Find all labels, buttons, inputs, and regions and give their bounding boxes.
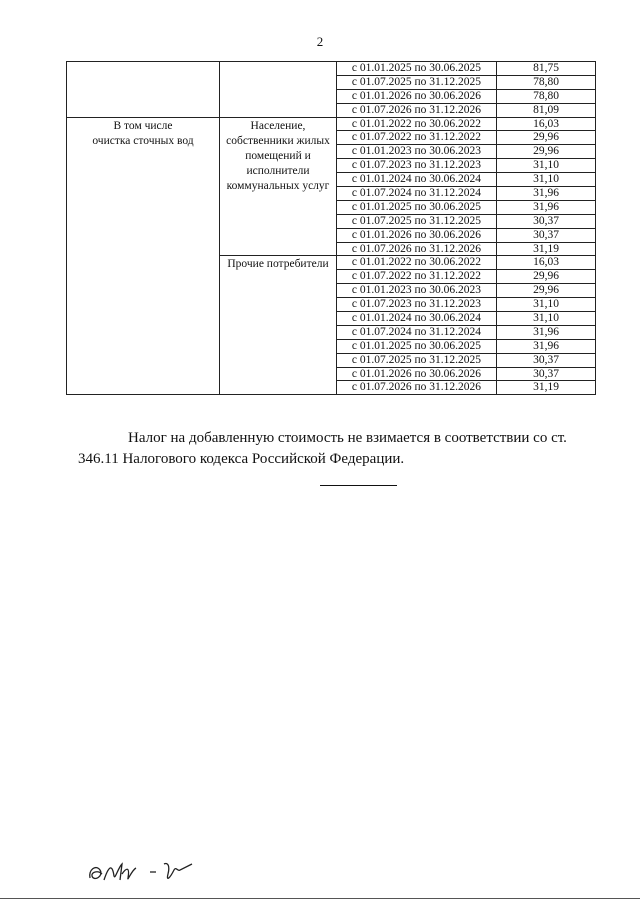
table-row [67, 62, 596, 76]
section-label-line1: В том числе [113, 119, 173, 132]
value-cell: 31,10 [497, 173, 596, 187]
period-cell: с 01.01.2025 по 30.06.2025 [337, 200, 497, 214]
value-cell: 31,96 [497, 339, 596, 353]
period-cell: с 01.01.2026 по 30.06.2026 [337, 228, 497, 242]
value-cell: 30,37 [497, 367, 596, 381]
value-cell: 31,10 [497, 159, 596, 173]
value-cell: 30,37 [497, 228, 596, 242]
section-label-line2: очистка сточных вод [92, 134, 194, 147]
period-cell: с 01.07.2024 по 31.12.2024 [337, 187, 497, 201]
separator-rule [320, 485, 397, 486]
empty-cell [220, 62, 337, 118]
value-cell: 31,19 [497, 242, 596, 256]
period-cell: с 01.07.2025 по 31.12.2025 [337, 353, 497, 367]
period-cell: с 01.07.2023 по 31.12.2023 [337, 298, 497, 312]
value-cell: 78,80 [497, 89, 596, 103]
value-cell: 29,96 [497, 284, 596, 298]
value-cell: 31,10 [497, 312, 596, 326]
table-row [67, 117, 596, 131]
value-cell: 30,37 [497, 214, 596, 228]
value-cell: 81,09 [497, 103, 596, 117]
section-label [70, 118, 216, 149]
value-cell: 29,96 [497, 145, 596, 159]
period-cell: с 01.01.2026 по 30.06.2026 [337, 367, 497, 381]
period-cell: с 01.07.2025 по 31.12.2025 [337, 75, 497, 89]
period-cell: с 01.01.2026 по 30.06.2026 [337, 89, 497, 103]
consumer-group-label [220, 256, 337, 395]
handwritten-signature [84, 850, 224, 890]
period-cell: с 01.01.2025 по 30.06.2025 [337, 62, 497, 76]
section-label-cell [67, 117, 220, 395]
period-cell: с 01.07.2026 по 31.12.2026 [337, 242, 497, 256]
period-cell: с 01.01.2023 по 30.06.2023 [337, 284, 497, 298]
value-cell: 81,75 [497, 62, 596, 76]
period-cell: с 01.07.2022 по 31.12.2022 [337, 131, 497, 145]
period-cell: с 01.01.2025 по 30.06.2025 [337, 339, 497, 353]
period-cell: с 01.07.2024 по 31.12.2024 [337, 325, 497, 339]
page-number: 2 [316, 34, 324, 49]
value-cell: 31,19 [497, 381, 596, 395]
period-cell: с 01.07.2026 по 31.12.2026 [337, 381, 497, 395]
value-cell: 31,96 [497, 187, 596, 201]
value-cell: 29,96 [497, 270, 596, 284]
period-cell: с 01.01.2023 по 30.06.2023 [337, 145, 497, 159]
empty-cell [67, 62, 220, 118]
page-bottom-line [0, 898, 640, 899]
period-cell: с 01.07.2023 по 31.12.2023 [337, 159, 497, 173]
period-cell: с 01.01.2024 по 30.06.2024 [337, 312, 497, 326]
tariff-table [66, 61, 596, 395]
vat-note: Налог на добавленную стоимость не взимается в соответствии со ст. [128, 430, 567, 446]
value-cell: 30,37 [497, 353, 596, 367]
consumer-group-text: Население, собственники жилых помещений и исполнители коммунальных услуг [226, 119, 330, 192]
value-cell: 31,10 [497, 298, 596, 312]
period-cell: с 01.01.2022 по 30.06.2022 [337, 117, 497, 131]
value-cell: 29,96 [497, 131, 596, 145]
value-cell: 31,96 [497, 200, 596, 214]
consumer-group-text: Прочие потребители [227, 258, 329, 271]
value-cell: 16,03 [497, 117, 596, 131]
consumer-group-label [220, 117, 337, 256]
value-cell: 31,96 [497, 325, 596, 339]
period-cell: с 01.07.2026 по 31.12.2026 [337, 103, 497, 117]
period-cell: с 01.07.2022 по 31.12.2022 [337, 270, 497, 284]
period-cell: с 01.01.2022 по 30.06.2022 [337, 256, 497, 270]
value-cell: 78,80 [497, 75, 596, 89]
vat-note-continuation: 346.11 Налогового кодекса Российской Федерации. [78, 451, 405, 467]
period-cell: с 01.07.2025 по 31.12.2025 [337, 214, 497, 228]
value-cell: 16,03 [497, 256, 596, 270]
period-cell: с 01.01.2024 по 30.06.2024 [337, 173, 497, 187]
